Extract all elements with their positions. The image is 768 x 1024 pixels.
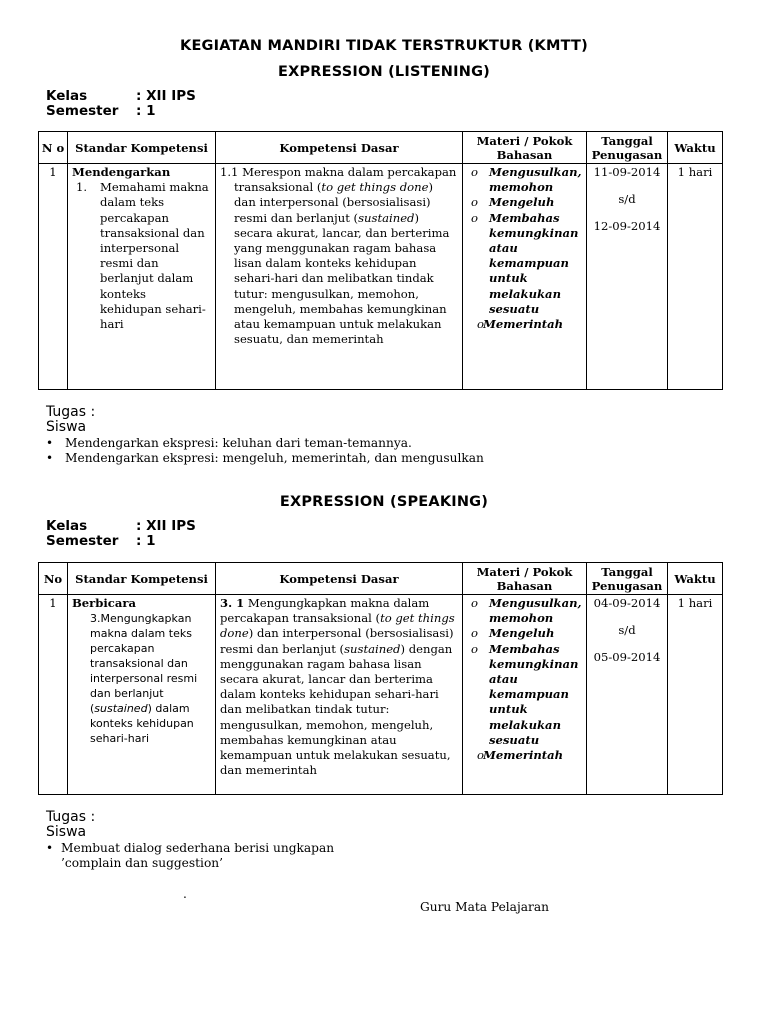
tugas-label: Tugas : [46, 404, 96, 420]
tugas-label: Tugas : [46, 809, 96, 825]
waktu-cell: 1 hari [668, 164, 723, 390]
siswa-label: Siswa [46, 419, 87, 435]
class-info-listening [46, 89, 196, 119]
kd-text-a: Mengungkapkan makna dalam percakapan transaksional ( [220, 596, 430, 626]
kd-text-c: ) dengan menggunakan ragam bahasa lisan secara akurat, lancar dan berterima dalam konteks kehidupan sehari-hari dan melibatkan tindak tutur: mengusulkan, memohon, mengeluh, membahas kemungkinan atau kemampuan untuk melakukan sesuatu, dan memerintah [220, 641, 453, 778]
header-kompetensi-dasar: Kompetensi Dasar [216, 132, 463, 164]
kd-italic-2: sustained [358, 210, 415, 225]
bullet-icon: • [46, 451, 54, 465]
list-item: o Membahas kemungkinan atau kemampuan untuk melakukan sesuatu [471, 641, 579, 747]
sk-text: Memahami makna dalam teks percakapan transaksional dan interpersonal resmi dan berlanjut dalam konteks kehidupan sehari-hari [100, 180, 209, 332]
standar-kompetensi-cell [68, 164, 216, 390]
semester-label: Semester [46, 103, 119, 119]
tanggal-sd: s/d [618, 192, 636, 207]
header-tanggal: Tanggal Penugasan [587, 563, 668, 595]
sk-title: Berbicara [72, 596, 136, 610]
materi-list [467, 596, 582, 763]
sk-title: Mendengarkan [72, 165, 171, 179]
bullet-icon: • [46, 436, 54, 450]
list-item: o Membahas kemungkinan atau kemampuan untuk melakukan sesuatu [471, 210, 579, 316]
tanggal-cell [587, 164, 668, 390]
tanggal-sd: s/d [618, 623, 636, 638]
tanggal-end: 12-09-2014 [593, 219, 661, 234]
list-item: o Mengusulkan, memohon [471, 165, 582, 195]
list-item: • Mendengarkan ekspresi: mengeluh, memerintah, dan mengusulkan [46, 451, 484, 465]
kelas-label: Kelas [46, 518, 88, 534]
tugas-bullet-list [46, 841, 346, 871]
kelas-label: Kelas [46, 88, 88, 104]
signature-label: Guru Mata Pelajaran [420, 900, 549, 914]
header-waktu: Waktu [668, 563, 723, 595]
list-item: o Mengeluh [471, 626, 555, 641]
kd-text-b: ) dan interpersonal (bersosialisasi) resmi dan berlanjut ( [220, 626, 454, 656]
kd-text-b: ) dan interpersonal (bersosialisasi) resmi dan berlanjut ( [234, 180, 433, 225]
kd-text-a: Merespon makna dalam percakapan transaksional ( [234, 165, 457, 195]
list-item: o Mengeluh [471, 195, 555, 210]
header-no: No [39, 563, 68, 595]
kelas-value: : XII IPS [136, 518, 196, 534]
kd-italic-1: to get things done [321, 180, 429, 195]
materi-list [467, 165, 582, 332]
list-item: o Memerintah [477, 317, 564, 332]
semester-value: : 1 [136, 103, 156, 119]
document-title: KEGIATAN MANDIRI TIDAK TERSTRUKTUR (KMTT) [180, 38, 588, 54]
competency-table-speaking [38, 562, 723, 795]
kd-number: 1.1 [220, 165, 239, 179]
class-info-speaking [46, 519, 196, 549]
materi-cell [463, 595, 587, 795]
row-no: 1 [39, 595, 68, 795]
header-materi: Materi / Pokok Bahasan [463, 563, 587, 595]
table-row [39, 164, 723, 390]
kelas-value: : XII IPS [136, 88, 196, 104]
header-standar-kompetensi: Standar Kompetensi [68, 563, 216, 595]
standar-kompetensi-cell [68, 595, 216, 795]
list-item: o Mengusulkan, memohon [471, 596, 582, 626]
header-materi: Materi / Pokok Bahasan [463, 132, 587, 164]
tanggal-start: 04-09-2014 [593, 596, 661, 610]
semester-label: Semester [46, 533, 119, 549]
header-kompetensi-dasar: Kompetensi Dasar [216, 563, 463, 595]
list-item: • Membuat dialog sederhana berisi ungkapan ’complain dan suggestion’ [46, 841, 335, 870]
list-item: o Memerintah [477, 748, 564, 763]
materi-cell [463, 164, 587, 390]
competency-table-listening [38, 131, 723, 390]
header-waktu: Waktu [668, 132, 723, 164]
kd-text-c: ) secara akurat, lancar, dan berterima yang menggunakan ragam bahasa lisan dalam konteks kehidupan sehari-hari dan melibatkan tindak tutur: mengusulkan, memohon, mengeluh, membahas kemungkinan atau kemampuan untuk melakukan sesuatu, dan memerintah [234, 210, 450, 347]
kd-number: 3. 1 [220, 596, 245, 610]
header-no: N o [39, 132, 68, 164]
section-heading-speaking: EXPRESSION (SPEAKING) [279, 494, 489, 510]
tanggal-end: 05-09-2014 [593, 650, 661, 665]
tanggal-cell [587, 595, 668, 795]
header-tanggal: Tanggal Penugasan [587, 132, 668, 164]
waktu-cell: 1 hari [668, 595, 723, 795]
sk-number: 1. [76, 180, 88, 195]
tanggal-start: 11-09-2014 [593, 165, 661, 179]
header-standar-kompetensi: Standar Kompetensi [68, 132, 216, 164]
semester-value: : 1 [136, 533, 156, 549]
kompetensi-dasar-cell [216, 164, 463, 390]
kd-italic-2: sustained [344, 641, 401, 656]
tugas-bullet-list [46, 436, 726, 466]
footer-dot: . [183, 887, 187, 901]
siswa-label: Siswa [46, 824, 87, 840]
table-row [39, 595, 723, 795]
section-heading-listening: EXPRESSION (LISTENING) [277, 64, 491, 80]
kompetensi-dasar-cell [216, 595, 463, 795]
kd-italic-1: to get things done [220, 611, 455, 641]
sk-text: 3.Mengungkapkan makna dalam teks percakapan transaksional dan interpersonal resmi dan berlanjut (sustained) dalam konteks kehidupan sehari-hari [90, 612, 198, 746]
list-item: • Mendengarkan ekspresi: keluhan dari teman-temannya. [46, 436, 412, 450]
bullet-icon: • [46, 841, 54, 855]
row-no: 1 [39, 164, 68, 390]
